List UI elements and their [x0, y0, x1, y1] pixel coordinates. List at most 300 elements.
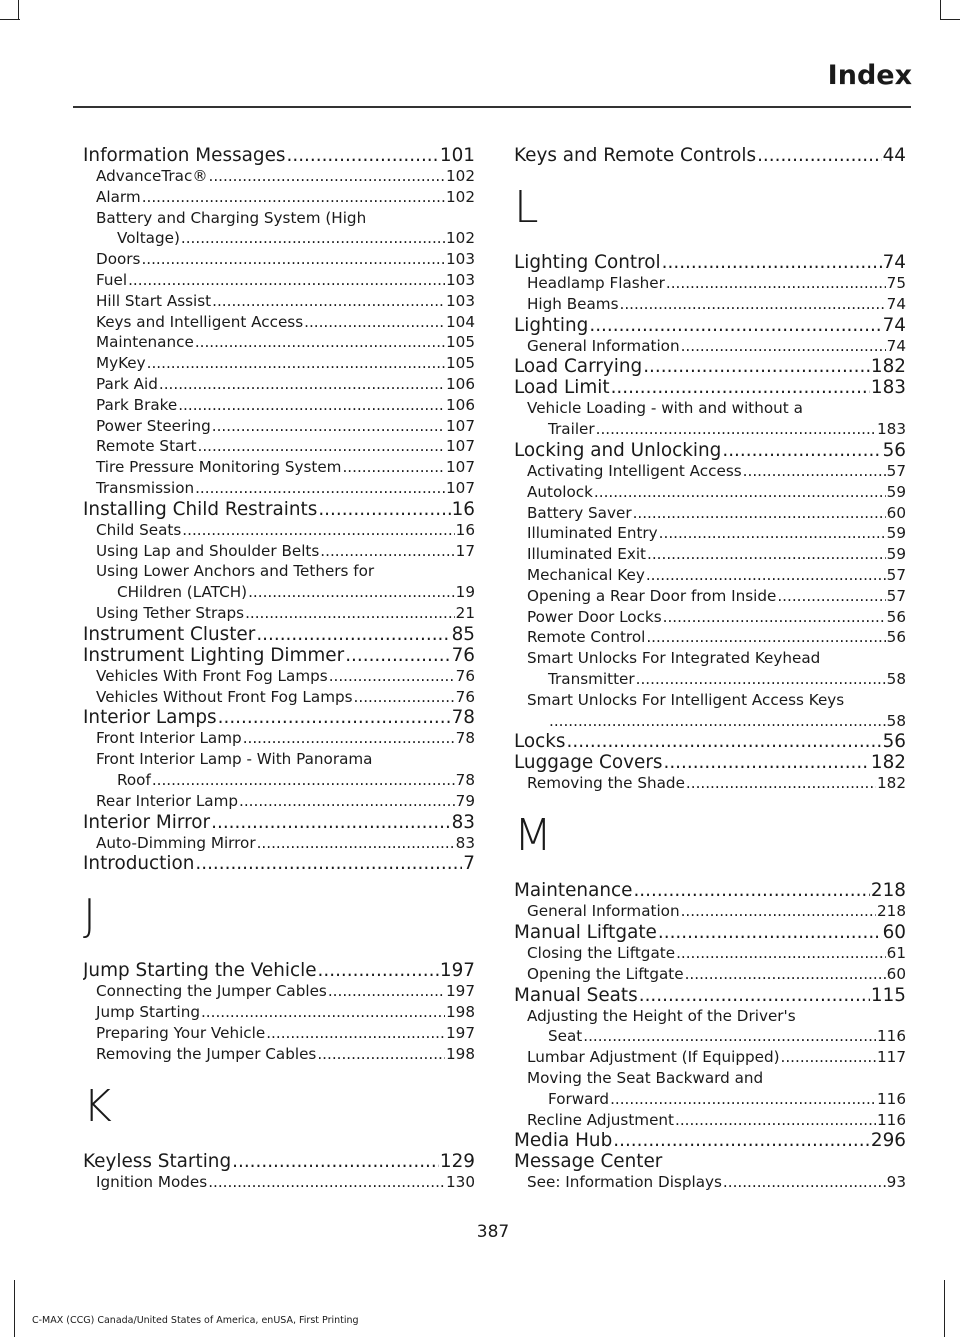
- leader-dots: [639, 985, 870, 1006]
- leader-dots: [248, 582, 455, 603]
- entry-label: Removing the Shade: [527, 774, 685, 793]
- page-reference: 103: [446, 250, 475, 269]
- page-reference: 101: [439, 145, 475, 166]
- entry-label: Locking and Unlocking: [514, 439, 722, 461]
- index-subentry: [83, 770, 475, 791]
- index-entry: [514, 880, 906, 901]
- leader-dots: [198, 436, 445, 457]
- leader-dots: [147, 353, 445, 374]
- leader-dots: [211, 812, 450, 833]
- entry-label: Park Aid: [96, 374, 158, 393]
- index-entry: [514, 252, 906, 273]
- entry-label: Forward: [548, 1089, 610, 1108]
- page-reference: 59: [886, 524, 906, 543]
- page-reference: 74: [886, 294, 906, 313]
- index-subentry: [514, 273, 906, 294]
- entry-label: Autolock: [527, 482, 593, 501]
- index-subentry: [83, 395, 475, 416]
- page-reference: 107: [446, 458, 475, 477]
- page-reference: 218: [870, 880, 906, 902]
- leader-dots: [317, 1044, 445, 1065]
- leader-dots: [218, 707, 451, 728]
- leader-dots: [723, 1172, 886, 1193]
- index-subentry: [83, 791, 475, 812]
- index-subentry: [514, 964, 906, 985]
- index-entry: [83, 853, 475, 874]
- entry-label: General Information: [527, 336, 680, 355]
- index-entry: [83, 812, 475, 833]
- index-entry: [514, 1130, 906, 1151]
- page-reference: 78: [455, 770, 475, 789]
- index-entry: [514, 731, 906, 752]
- entry-label: See: Information Displays: [527, 1173, 722, 1192]
- page-reference: 103: [446, 291, 475, 310]
- leader-dots: [245, 603, 455, 624]
- entry-label: Jump Starting the Vehicle: [83, 960, 317, 982]
- page-reference: 107: [446, 437, 475, 456]
- entry-label: Battery Saver: [527, 503, 632, 522]
- entry-label: High Beams: [527, 294, 619, 313]
- index-subentry: [514, 943, 906, 964]
- leader-dots: [589, 315, 881, 336]
- index-entry: [83, 645, 475, 666]
- index-subentry: [83, 270, 475, 291]
- page-reference: 104: [446, 312, 475, 331]
- leader-dots: [266, 1023, 445, 1044]
- index-subentry: [83, 833, 475, 854]
- index-subentry: [83, 332, 475, 353]
- page-reference: 105: [446, 354, 475, 373]
- page-reference: 56: [882, 439, 906, 461]
- page-reference: 182: [877, 774, 906, 793]
- page-reference: 78: [455, 729, 475, 748]
- entry-label: Instrument Lighting Dimmer: [83, 644, 345, 666]
- entry-label: Auto-Dimming Mirror: [96, 833, 256, 852]
- entry-label: Introduction: [83, 853, 195, 875]
- entry-label: Alarm: [96, 187, 141, 206]
- leader-dots: [328, 981, 445, 1002]
- entry-label: Using Tether Straps: [96, 603, 245, 622]
- leader-dots: [354, 687, 455, 708]
- index-subentry: [83, 374, 475, 395]
- index-subentry: [83, 666, 475, 687]
- index-subentry: [514, 461, 906, 482]
- leader-dots: [663, 752, 869, 773]
- index-subentry: [83, 166, 475, 187]
- leader-dots: [178, 395, 445, 416]
- entry-label: Opening the Liftgate: [527, 964, 684, 983]
- index-subentry: [514, 565, 906, 586]
- leader-dots: [583, 1026, 876, 1047]
- entry-label: Transmitter: [548, 669, 635, 688]
- leader-dots: [243, 728, 455, 749]
- page-reference: 182: [870, 356, 906, 378]
- section-letter: L: [514, 182, 539, 233]
- page-reference: 102: [446, 229, 475, 248]
- page-reference: 116: [877, 1027, 906, 1046]
- leader-dots: [676, 943, 886, 964]
- index-subentry: [514, 523, 906, 544]
- index-entry: [514, 315, 906, 336]
- index-column-right: [514, 145, 906, 1193]
- page-reference: 106: [446, 395, 475, 414]
- page-reference: 56: [886, 628, 906, 647]
- leader-dots: [662, 252, 882, 273]
- entry-label: Luggage Covers: [514, 752, 663, 774]
- section-letter: M: [514, 810, 552, 862]
- leader-dots: [643, 356, 870, 377]
- entry-label: Instrument Cluster: [83, 623, 256, 645]
- page-reference: 16: [451, 498, 475, 520]
- leader-dots: [141, 249, 445, 270]
- entry-label: Lighting: [514, 314, 589, 336]
- index-entry: [83, 499, 475, 520]
- page-reference: 76: [455, 687, 475, 706]
- leader-dots: [743, 461, 886, 482]
- leader-dots: [195, 478, 445, 499]
- leader-dots: [195, 332, 445, 353]
- index-subentry: [83, 687, 475, 708]
- leader-dots: [647, 544, 886, 565]
- leader-dots: [594, 482, 886, 503]
- entry-label: Ignition Modes: [96, 1172, 208, 1191]
- leader-dots: [633, 880, 869, 901]
- entry-label: Connecting the Jumper Cables: [96, 982, 327, 1001]
- entry-label: Using Lap and Shoulder Belts: [96, 541, 320, 560]
- page-reference: 61: [886, 943, 906, 962]
- page-reference: 19: [455, 583, 475, 602]
- leader-dots: [681, 336, 886, 357]
- leader-dots: [212, 416, 445, 437]
- index-subentry-line: Using Lower Anchors and Tethers for: [96, 562, 375, 581]
- page-reference: 57: [886, 565, 906, 584]
- page-reference: 198: [446, 1044, 475, 1063]
- leader-dots: [152, 770, 455, 791]
- page-reference: 107: [446, 416, 475, 435]
- page-reference: 16: [455, 520, 475, 539]
- leader-dots: [666, 273, 886, 294]
- leader-dots: [304, 312, 445, 333]
- leader-dots: [320, 541, 454, 562]
- leader-dots: [201, 1002, 445, 1023]
- entry-label: Vehicles Without Front Fog Lamps: [96, 687, 353, 706]
- entry-label: MyKey: [96, 354, 146, 373]
- entry-label: Illuminated Exit: [527, 545, 647, 564]
- leader-dots: [256, 624, 450, 645]
- page-reference: 218: [877, 902, 906, 921]
- index-entry: [83, 960, 475, 981]
- entry-label: Load Carrying: [514, 356, 643, 378]
- index-subentry: [83, 478, 475, 499]
- index-entry: [83, 707, 475, 728]
- page-reference: 116: [877, 1089, 906, 1108]
- entry-label: Load Limit: [514, 377, 610, 399]
- entry-label: Keys and Remote Controls: [514, 145, 757, 166]
- leader-dots: [232, 1151, 439, 1172]
- index-subentry: [514, 1172, 906, 1193]
- leader-dots: [208, 1172, 445, 1193]
- page-reference: 78: [451, 707, 475, 729]
- leader-dots: [209, 166, 445, 187]
- index-subentry: [514, 1047, 906, 1068]
- leader-dots: [128, 270, 445, 291]
- index-entry: [83, 145, 475, 166]
- index-subentry-line: Front Interior Lamp - With Panorama: [96, 750, 373, 769]
- leader-dots: [659, 523, 886, 544]
- entry-label: Closing the Liftgate: [527, 943, 676, 962]
- leader-dots: [345, 645, 450, 666]
- page-reference: 116: [877, 1110, 906, 1129]
- leader-dots: [287, 145, 439, 166]
- index-subentry: [514, 482, 906, 503]
- page-reference: 74: [882, 252, 906, 273]
- index-subentry: [83, 1044, 475, 1065]
- entry-label: Power Steering: [96, 416, 211, 435]
- index-subentry: [83, 520, 475, 541]
- index-subentry: [83, 582, 475, 603]
- entry-label: Front Interior Lamp: [96, 729, 242, 748]
- index-entry: [514, 440, 906, 461]
- index-subentry-line: Smart Unlocks For Integrated Keyhead: [527, 649, 821, 668]
- entry-label: Recline Adjustment: [527, 1110, 674, 1129]
- entry-label: Installing Child Restraints: [83, 498, 318, 520]
- page-reference: 60: [886, 503, 906, 522]
- page-reference: 76: [455, 666, 475, 685]
- index-subentry: [83, 436, 475, 457]
- page-reference: 102: [446, 187, 475, 206]
- entry-label: Transmission: [96, 478, 195, 497]
- index-entry: [83, 1151, 475, 1172]
- page-reference: 56: [886, 607, 906, 626]
- leader-dots: [757, 145, 882, 166]
- leader-dots: [777, 586, 885, 607]
- index-subentry: [514, 544, 906, 565]
- leader-dots: [636, 669, 886, 690]
- leader-dots: [329, 666, 455, 687]
- entry-label: Illuminated Entry: [527, 524, 658, 543]
- page-reference: 79: [455, 791, 475, 810]
- entry-label: Child Seats: [96, 520, 182, 539]
- header-rule: [73, 106, 911, 108]
- index-entry: [514, 145, 906, 166]
- index-subentry: [514, 627, 906, 648]
- page-reference: 83: [455, 833, 475, 852]
- page-reference: 59: [886, 545, 906, 564]
- page-reference: 75: [886, 274, 906, 292]
- index-subentry: [83, 353, 475, 374]
- page-reference: 105: [446, 333, 475, 352]
- leader-dots: [781, 1047, 876, 1068]
- page-reference: 183: [870, 377, 906, 399]
- index-subentry: [83, 1023, 475, 1044]
- index-subentry: [83, 603, 475, 624]
- page-title: Index: [827, 60, 912, 91]
- index-subentry: [83, 187, 475, 208]
- page-reference: 197: [446, 1023, 475, 1042]
- entry-label: Roof: [117, 770, 151, 789]
- leader-dots: [549, 711, 886, 732]
- page-reference: 60: [882, 921, 906, 943]
- index-subentry: [83, 312, 475, 333]
- index-subentry: [514, 1026, 906, 1047]
- leader-dots: [142, 187, 445, 208]
- entry-label: Hill Start Assist: [96, 291, 212, 310]
- index-subentry: [83, 249, 475, 270]
- leader-dots: [318, 499, 450, 520]
- crop-mark: [0, 19, 20, 20]
- page-reference: 182: [870, 752, 906, 774]
- page-reference: 103: [446, 270, 475, 289]
- entry-label: Locks: [514, 731, 566, 753]
- index-subentry: [83, 457, 475, 478]
- index-subentry: [514, 503, 906, 524]
- index-subentry: [83, 1002, 475, 1023]
- entry-label: Lighting Control: [514, 252, 661, 273]
- index-subentry-line: Battery and Charging System (High: [96, 208, 367, 227]
- leader-dots: [633, 503, 886, 524]
- page-reference: 197: [439, 960, 475, 982]
- entry-label: Remote Control: [527, 628, 646, 647]
- index-column-left: [83, 145, 475, 1192]
- index-subentry: [514, 901, 906, 922]
- entry-label: Interior Lamps: [83, 707, 217, 729]
- leader-dots: [342, 457, 445, 478]
- crop-mark: [944, 1280, 945, 1337]
- entry-label: Mechanical Key: [527, 565, 645, 584]
- entry-label: Headlamp Flasher: [527, 274, 665, 292]
- entry-label: Maintenance: [96, 333, 194, 352]
- page-reference: 115: [870, 984, 906, 1006]
- page-reference: 44: [882, 145, 906, 166]
- index-subentry: [514, 773, 906, 794]
- index-entry: [514, 356, 906, 377]
- index-subentry: [514, 669, 906, 690]
- entry-label: Manual Seats: [514, 984, 638, 1006]
- crop-mark: [940, 0, 941, 20]
- leader-dots: [611, 377, 870, 398]
- entry-label: Maintenance: [514, 880, 633, 902]
- entry-label: Fuel: [96, 270, 128, 289]
- index-subentry: [514, 336, 906, 357]
- index-subentry: [83, 291, 475, 312]
- leader-dots: [675, 1110, 876, 1131]
- index-subentry: [514, 294, 906, 315]
- page-reference: 93: [886, 1173, 906, 1192]
- page-reference: 60: [886, 964, 906, 983]
- entry-label: Seat: [548, 1027, 583, 1046]
- index-entry: [514, 922, 906, 943]
- page-reference: 57: [886, 586, 906, 605]
- entry-label: Doors: [96, 250, 141, 269]
- index-subentry: [83, 1172, 475, 1193]
- entry-label: Media Hub: [514, 1130, 613, 1152]
- leader-dots: [686, 773, 876, 794]
- page-reference: 107: [446, 478, 475, 497]
- entry-label: Lumbar Adjustment (If Equipped): [527, 1048, 780, 1067]
- entry-label: AdvanceTrac®: [96, 167, 208, 185]
- entry-label: Trailer: [548, 420, 595, 439]
- index-subentry-line: Adjusting the Height of the Driver's: [527, 1006, 796, 1025]
- entry-label: Rear Interior Lamp: [96, 791, 239, 810]
- entry-label: CHildren (LATCH): [117, 583, 248, 602]
- entry-label: Keys and Intelligent Access: [96, 312, 304, 331]
- entry-label: Manual Liftgate: [514, 921, 657, 943]
- page-reference: 198: [446, 1003, 475, 1022]
- index-subentry: [514, 1089, 906, 1110]
- leader-dots: [610, 1089, 876, 1110]
- leader-dots: [212, 291, 445, 312]
- entry-label: Interior Mirror: [83, 811, 211, 833]
- index-subentry-line: Moving the Seat Backward and: [527, 1068, 764, 1087]
- page-reference: 106: [446, 374, 475, 393]
- page-reference: 130: [446, 1172, 475, 1191]
- page-reference: 21: [455, 603, 475, 622]
- index-subentry: [83, 981, 475, 1002]
- index-entry: [514, 752, 906, 773]
- entry-label: Removing the Jumper Cables: [96, 1044, 317, 1063]
- page-reference: 17: [455, 541, 475, 560]
- leader-dots: [646, 565, 886, 586]
- leader-dots: [567, 731, 882, 752]
- index-entry: Message Center: [514, 1151, 663, 1173]
- entry-label: Activating Intelligent Access: [527, 461, 742, 480]
- entry-label: Opening a Rear Door from Inside: [527, 586, 777, 605]
- index-entry: [514, 377, 906, 398]
- leader-dots: [239, 791, 455, 812]
- page-reference: 74: [882, 314, 906, 336]
- page-reference: 58: [886, 711, 906, 730]
- page-number: 387: [476, 1222, 510, 1242]
- page-reference: 183: [877, 420, 906, 439]
- leader-dots: [159, 374, 445, 395]
- entry-label: Keyless Starting: [83, 1150, 232, 1172]
- page-reference: 197: [446, 982, 475, 1001]
- section-letter: J: [83, 890, 96, 942]
- page-reference: 296: [870, 1130, 906, 1152]
- leader-dots: [663, 607, 886, 628]
- index-subentry: [514, 711, 906, 732]
- leader-dots: [685, 964, 886, 985]
- entry-label: Jump Starting: [96, 1003, 200, 1022]
- leader-dots: [646, 627, 885, 648]
- leader-dots: [318, 960, 439, 981]
- index-subentry: [514, 586, 906, 607]
- page-reference: 7: [463, 853, 475, 875]
- index-subentry: [83, 228, 475, 249]
- entry-label: Power Door Locks: [527, 607, 662, 626]
- index-subentry: [83, 541, 475, 562]
- page-reference: 58: [886, 669, 906, 688]
- index-subentry: [514, 1110, 906, 1131]
- index-subentry: [83, 416, 475, 437]
- entry-label: Voltage): [117, 229, 180, 248]
- page-reference: 59: [886, 482, 906, 501]
- leader-dots: [181, 228, 445, 249]
- leader-dots: [182, 520, 454, 541]
- index-subentry-line: Vehicle Loading - with and without a: [527, 399, 803, 418]
- section-letter: K: [83, 1080, 112, 1132]
- index-subentry: [83, 728, 475, 749]
- entry-label: General Information: [527, 902, 680, 921]
- page-reference: 74: [886, 336, 906, 355]
- entry-label: Information Messages: [83, 145, 286, 166]
- leader-dots: [658, 922, 882, 943]
- entry-label: Park Brake: [96, 395, 178, 414]
- leader-dots: [596, 419, 876, 440]
- entry-label: Tire Pressure Monitoring System: [96, 458, 342, 477]
- entry-label: Preparing Your Vehicle: [96, 1023, 266, 1042]
- page-reference: 57: [886, 461, 906, 480]
